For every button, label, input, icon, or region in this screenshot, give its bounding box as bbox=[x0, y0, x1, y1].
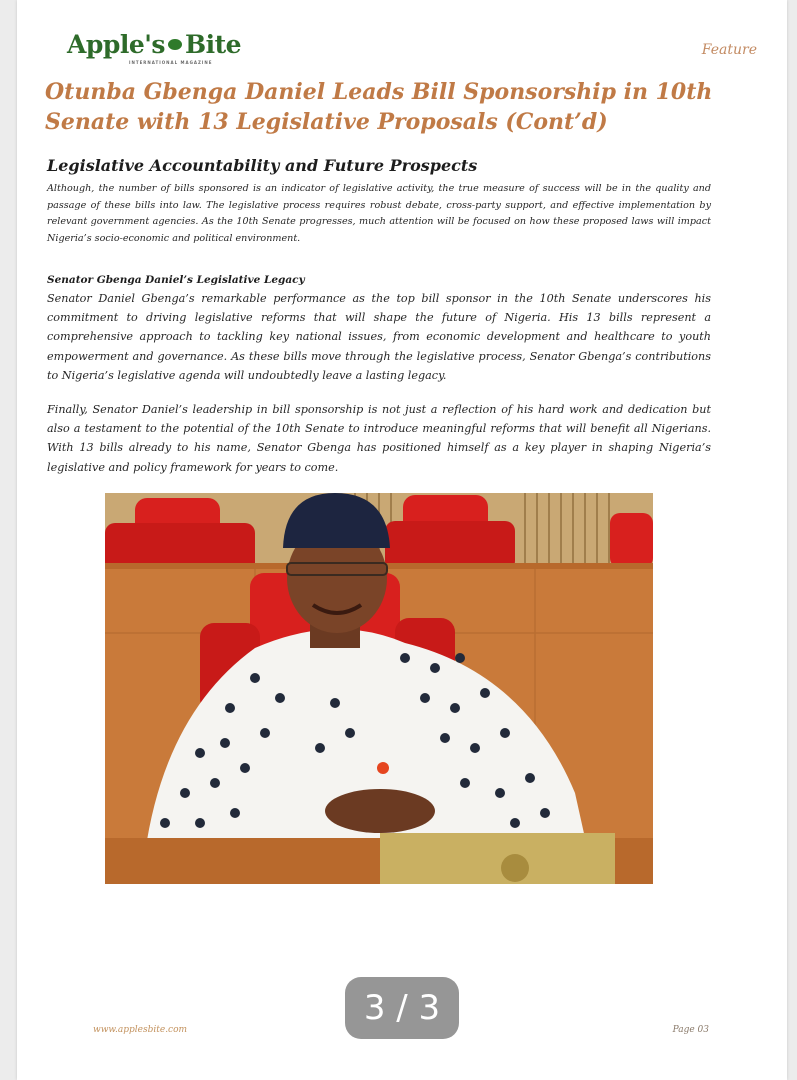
paragraph-accountability: Although, the number of bills sponsored is an indicator of legislative activity, the true measure of success will be in the quality and passage of these bills into law. The legislative process requires robust debate, cross-party support, and effective implementation by relevant government agencies. As the 10th Senate progresses, much attention will be focused on how these proposed laws will impact Nigeria’s socio-economic and political environment. bbox=[47, 183, 711, 244]
subheading-legacy: Senator Gbenga Daniel’s Legislative Legacy bbox=[47, 274, 305, 286]
brand-logo-right: Bite bbox=[185, 30, 242, 59]
brand-logo bbox=[67, 30, 242, 65]
brand-logo-left: Apple's bbox=[67, 30, 165, 59]
section-heading: Legislative Accountability and Future Prospects bbox=[47, 156, 478, 175]
magazine-page bbox=[17, 0, 787, 1080]
page-indicator: 3 / 3 bbox=[345, 977, 459, 1039]
paragraph-finally: Finally, Senator Daniel’s leadership in bill sponsorship is not just a reflection of his hard work and dedication but also a testament to the potential of the 10th Senate to introduce meaningful reforms that will benefit all Nigerians. With 13 bills already to his name, Senator Gbenga has positioned himself as a key player in shaping Nigeria’s legislative and policy framework for years to come. bbox=[47, 403, 711, 474]
section-label: Feature bbox=[701, 42, 757, 58]
brand-tagline: INTERNATIONAL MAGAZINE bbox=[129, 60, 213, 65]
paragraph-legacy: Senator Daniel Gbenga’s remarkable performance as the top bill sponsor in the 10th Senate underscores his commitment to driving legislative reforms that will shape the future of Nigeria. His 13 bills represent a comprehensive approach to tackling key national issues, from economic development and healthcare to youth empowerment and governance. As these bills move through the legislative process, Senator Gbenga’s contributions to Nigeria’s legislative agenda will undoubtedly leave a lasting legacy. bbox=[47, 292, 711, 382]
senator-photo bbox=[105, 493, 653, 884]
footer-url: www.applesbite.com bbox=[93, 1025, 188, 1035]
article-title: Otunba Gbenga Daniel Leads Bill Sponsorship in 10th Senate with 13 Legislative Proposals (Cont’d) bbox=[45, 79, 713, 135]
apple-icon bbox=[168, 39, 182, 50]
senator-illustration bbox=[105, 493, 653, 884]
footer-page-number: Page 03 bbox=[672, 1025, 709, 1035]
